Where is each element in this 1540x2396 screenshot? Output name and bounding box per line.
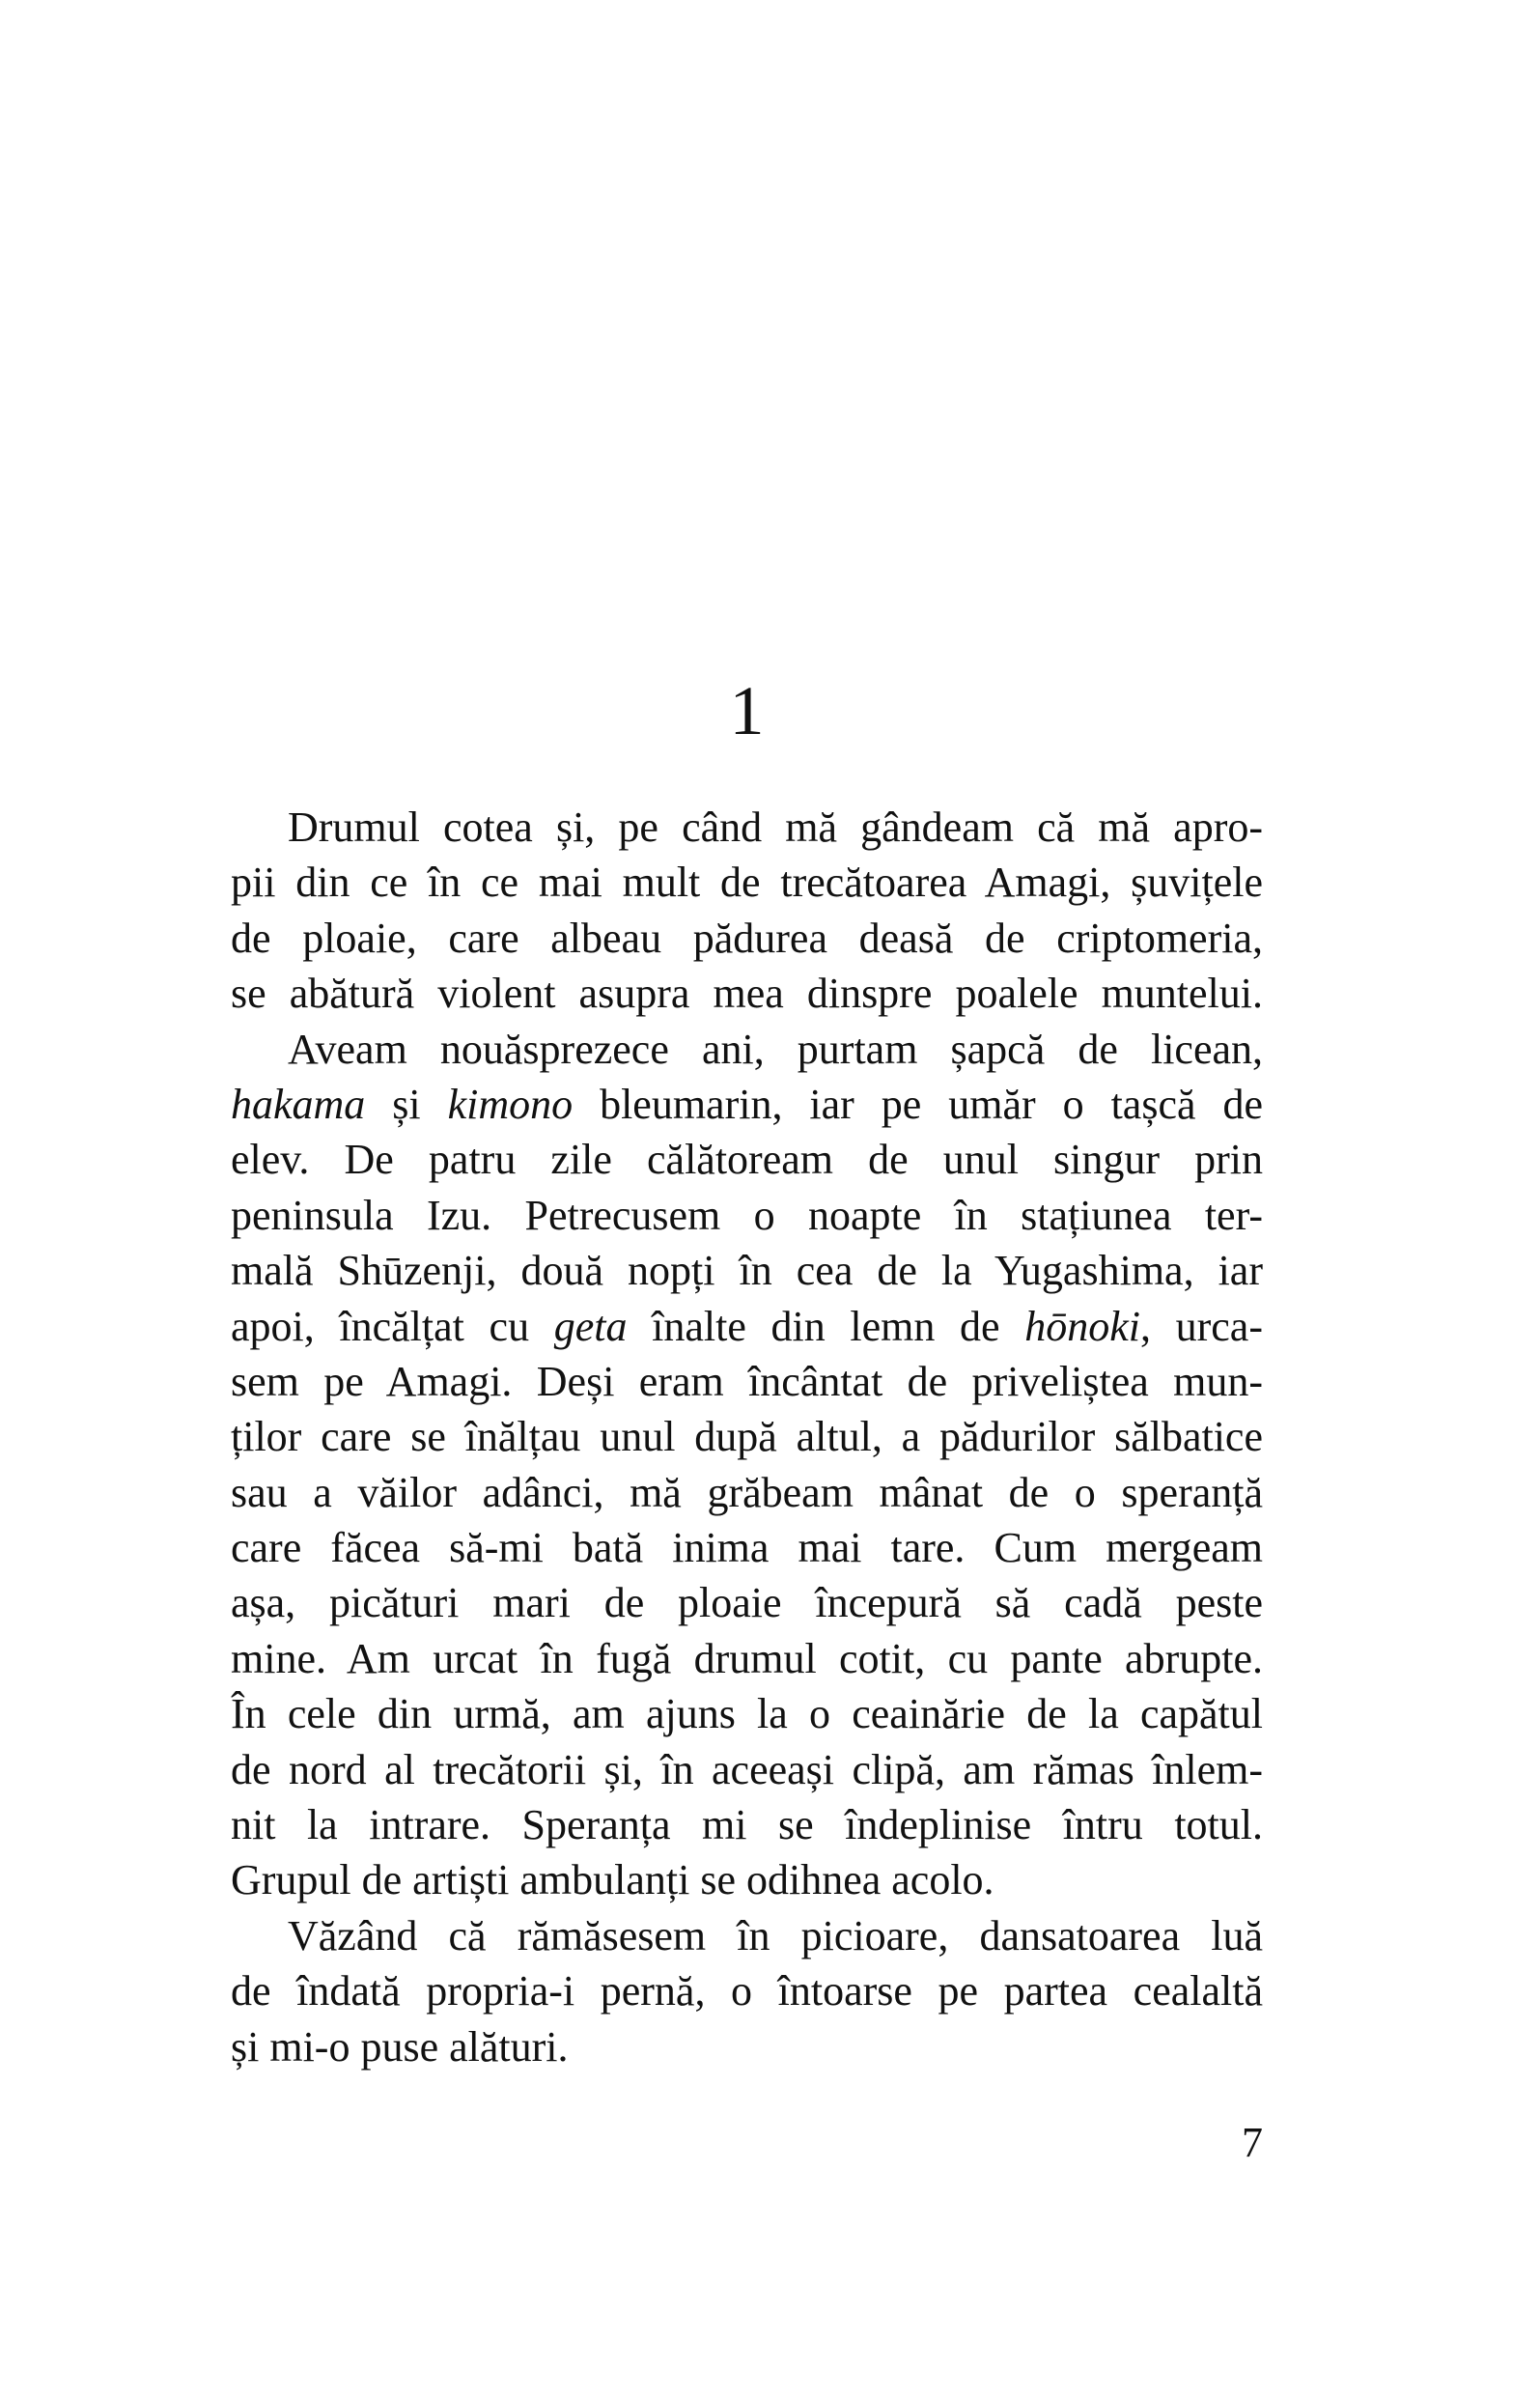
text-segment: așa, picături mari de ploaie începură să cadă peste: [231, 1579, 1263, 1627]
text-segment: și: [365, 1080, 448, 1128]
line-text: [231, 1963, 1263, 2018]
italic-term: hakama: [231, 1080, 366, 1128]
line-text: [231, 1575, 1263, 1630]
text-segment: și mi-o puse alături.: [231, 2022, 569, 2071]
line-text: [231, 966, 1263, 1021]
line-text: [231, 1188, 1263, 1243]
line-text: [231, 1520, 1263, 1575]
line-text: [231, 1686, 1263, 1741]
line-text: [231, 1852, 994, 1907]
text-segment: Văzând că rămăsesem în picioare, dansatoarea luă: [288, 1911, 1263, 1959]
paragraph-line: [231, 1908, 1263, 1963]
text-segment: , urca-: [1139, 1302, 1263, 1350]
text-segment: de ploaie, care albeau pădurea deasă de criptomeria,: [231, 914, 1263, 962]
text-segment: de îndată propria-i pernă, o întoarse pe partea cealaltă: [231, 1967, 1263, 2015]
text-segment: sau a văilor adânci, mă grăbeam mânat de o speranță: [231, 1468, 1263, 1516]
text-segment: pii din ce în ce mai mult de trecătoarea Amagi, șuvițele: [231, 859, 1263, 907]
line-text: [231, 911, 1263, 966]
paragraph-line: [231, 1132, 1263, 1187]
paragraph-line: [231, 1797, 1263, 1852]
paragraph-line: [231, 1742, 1263, 1797]
line-text: [231, 1797, 1263, 1852]
line-text: [231, 1132, 1263, 1187]
paragraph-line: [231, 855, 1263, 910]
text-segment: se abătură violent asupra mea dinspre poalele muntelui.: [231, 970, 1263, 1018]
page-number: 7: [1242, 2119, 1263, 2166]
text-segment: elev. De patru zile călătoream de unul singur prin: [231, 1136, 1263, 1184]
text-segment: nit la intrare. Speranța mi se îndeplinise întru totul.: [231, 1801, 1263, 1849]
paragraph-line: [231, 1299, 1263, 1354]
text-segment: care făcea să-mi bată inima mai tare. Cum mergeam: [231, 1524, 1263, 1572]
line-text: [231, 1742, 1263, 1797]
text-segment: bleumarin, iar pe umăr o tașcă de: [573, 1080, 1263, 1128]
paragraph-line: [231, 911, 1263, 966]
line-text: [288, 1908, 1263, 1963]
paragraph-line: [231, 1188, 1263, 1243]
paragraph-line: [231, 1852, 1263, 1907]
paragraph-line: [231, 966, 1263, 1021]
text-segment: înalte din lemn de: [627, 1302, 1025, 1350]
text-segment: Aveam nouăsprezece ani, purtam șapcă de licean,: [288, 1025, 1263, 1073]
paragraph-line: [231, 1686, 1263, 1741]
line-text: [288, 800, 1263, 855]
text-segment: peninsula Izu. Petrecusem o noapte în stațiunea ter-: [231, 1191, 1263, 1239]
line-text: [231, 1354, 1263, 1409]
text-segment: Grupul de artiști ambulanți se odihnea acolo.: [231, 1856, 994, 1904]
line-text: [231, 855, 1263, 910]
text-segment: În cele din urmă, am ajuns la o ceainărie de la capătul: [231, 1690, 1263, 1738]
paragraph-line: [231, 1963, 1263, 2018]
line-text: [231, 1409, 1263, 1464]
text-segment: mine. Am urcat în fugă drumul cotit, cu pante abrupte.: [231, 1634, 1263, 1682]
italic-term: kimono: [447, 1080, 574, 1128]
text-segment: Drumul cotea și, pe când mă gândeam că mă apro-: [288, 803, 1263, 851]
paragraph-line: [231, 1354, 1263, 1409]
paragraph-line: [231, 2019, 1263, 2074]
line-text: [231, 2019, 569, 2074]
italic-term: geta: [553, 1302, 628, 1350]
line-text: [288, 1022, 1263, 1077]
paragraph-line: [231, 800, 1263, 855]
italic-term: hōnoki: [1024, 1302, 1140, 1350]
text-segment: de nord al trecătorii și, în aceeași clipă, am rămas înlem-: [231, 1745, 1263, 1793]
line-text: [231, 1243, 1263, 1298]
paragraph-line: [231, 1465, 1263, 1520]
line-text: [231, 1077, 1263, 1132]
paragraph-line: [231, 1077, 1263, 1132]
line-text: [231, 1299, 1263, 1354]
paragraph-line: [231, 1022, 1263, 1077]
text-segment: apoi, încălțat cu: [231, 1302, 554, 1350]
paragraph-line: [231, 1409, 1263, 1464]
paragraph-line: [231, 1520, 1263, 1575]
paragraph-line: [231, 1631, 1263, 1686]
chapter-body-text: [231, 800, 1263, 2074]
paragraph-line: [231, 1243, 1263, 1298]
text-segment: mală Shūzenji, două nopți în cea de la Yugashima, iar: [231, 1247, 1263, 1295]
line-text: [231, 1631, 1263, 1686]
text-segment: sem pe Amagi. Deși eram încântat de priveliștea mun-: [231, 1357, 1263, 1405]
text-segment: ților care se înălțau unul după altul, a pădurilor sălbatice: [231, 1413, 1263, 1461]
chapter-number: 1: [729, 672, 765, 749]
line-text: [231, 1465, 1263, 1520]
paragraph-line: [231, 1575, 1263, 1630]
